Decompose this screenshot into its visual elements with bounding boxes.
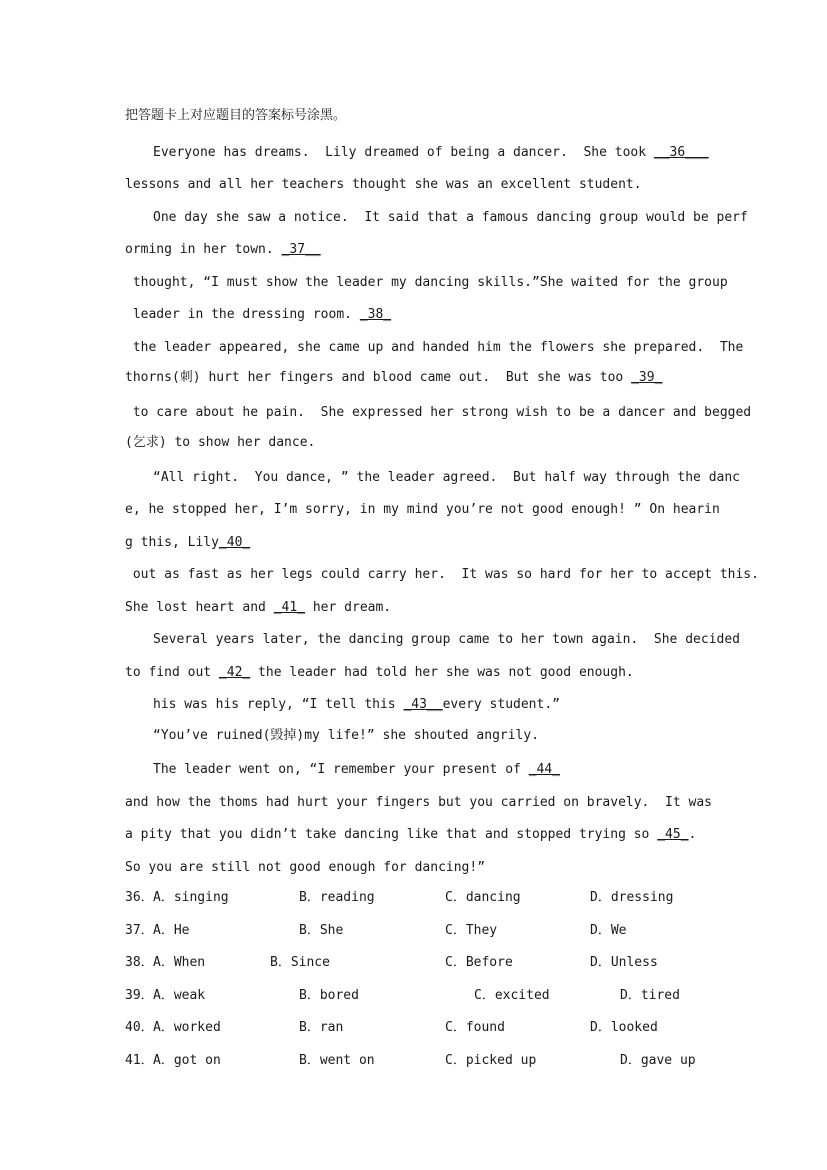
question-number: 39． — [125, 988, 154, 1003]
blank-39: _39_ — [631, 370, 663, 385]
question-number: 41． — [125, 1053, 154, 1068]
instruction: 把答题卡上对应题目的答案标号涂黑。 — [125, 108, 347, 123]
blank-41: _41_ — [273, 600, 306, 615]
option-d: D．tired — [620, 988, 680, 1003]
passage-line: and how the thoms had hurt your fingers but you carried on bravely. It was — [125, 795, 712, 810]
passage-line: the leader appeared, she came up and handed him the flowers she prepared. The — [125, 340, 744, 355]
option-d: D．looked — [590, 1020, 658, 1035]
blank-37: _37__ — [281, 242, 321, 257]
option-c: C．Before — [445, 955, 513, 970]
passage-line: e, he stopped her, I’m sorry, in my mind you’re not good enough! ” On hearin — [125, 502, 720, 517]
option-c: C．picked up — [445, 1053, 537, 1068]
option-a: A．singing — [153, 890, 229, 905]
option-c: C．dancing — [445, 890, 521, 905]
option-d: D．dressing — [590, 890, 674, 905]
option-a: A．got on — [153, 1053, 221, 1068]
passage-line: Several years later, the dancing group came to her town again. She decided — [153, 632, 740, 647]
blank-40: _40_ — [218, 535, 251, 550]
passage-line: One day she saw a notice. It said that a famous dancing group would be perf — [153, 210, 748, 225]
question-number: 36． — [125, 890, 154, 905]
passage-line: leader in the dressing room. _38_ — [125, 307, 392, 322]
passage-line: “You’ve ruined(毁掉)my life!” she shouted angrily. — [153, 728, 540, 743]
passage-line: thought, “I must show the leader my dancing skills.”She waited for the group — [125, 275, 728, 290]
passage-line: lessons and all her teachers thought she was an excellent student. — [125, 177, 642, 192]
blank-44: _44_ — [528, 762, 560, 777]
question-number: 37． — [125, 923, 154, 938]
option-c: C．found — [445, 1020, 505, 1035]
option-b: B．went on — [299, 1053, 375, 1068]
passage-line: The leader went on, “I remember your present of _44_ — [153, 762, 560, 777]
passage-line: thorns(刺) hurt her fingers and blood came out. But she was too _39_ — [125, 370, 663, 385]
blank-43: _43__ — [403, 697, 443, 712]
passage-line: “All right. You dance, ” the leader agreed. But half way through the danc — [153, 470, 740, 485]
passage-line: a pity that you didn’t take dancing like that and stopped trying so _45_. — [125, 827, 697, 842]
option-a: A．weak — [153, 988, 206, 1003]
option-b: B．bored — [299, 988, 359, 1003]
passage-line: to care about he pain. She expressed her strong wish to be a dancer and begged — [125, 405, 752, 420]
option-a: A．When — [153, 955, 206, 970]
option-a: A．worked — [153, 1020, 221, 1035]
option-d: D．Unless — [590, 955, 658, 970]
passage-line: She lost heart and _41_ her dream. — [125, 600, 392, 615]
passage-line: orming in her town. _37__ — [125, 242, 321, 257]
option-c: C．excited — [474, 988, 550, 1003]
blank-42: _42_ — [218, 665, 251, 680]
passage-line: g this, Lily_40_ — [125, 535, 251, 550]
passage-line: Everyone has dreams. Lily dreamed of being a dancer. She took __36___ — [153, 145, 709, 160]
passage-line: So you are still not good enough for dancing!” — [125, 860, 486, 875]
passage-line: his was his reply, “I tell this _43__every student.” — [153, 697, 560, 712]
option-a: A．He — [153, 923, 190, 938]
blank-45: _45_ — [657, 827, 689, 842]
blank-36: __36___ — [653, 145, 709, 160]
option-d: D．We — [590, 923, 627, 938]
option-d: D．gave up — [620, 1053, 696, 1068]
option-b: B．Since — [270, 955, 330, 970]
passage-line: (乞求) to show her dance. — [125, 435, 316, 450]
question-number: 40． — [125, 1020, 154, 1035]
passage-line: to find out _42_ the leader had told her she was not good enough. — [125, 665, 634, 680]
option-b: B．reading — [299, 890, 375, 905]
question-number: 38． — [125, 955, 154, 970]
option-b: B．ran — [299, 1020, 344, 1035]
option-b: B．She — [299, 923, 344, 938]
option-c: C．They — [445, 923, 498, 938]
passage-line: out as fast as her legs could carry her. It was so hard for her to accept this. — [125, 567, 759, 582]
blank-38: _38_ — [359, 307, 392, 322]
